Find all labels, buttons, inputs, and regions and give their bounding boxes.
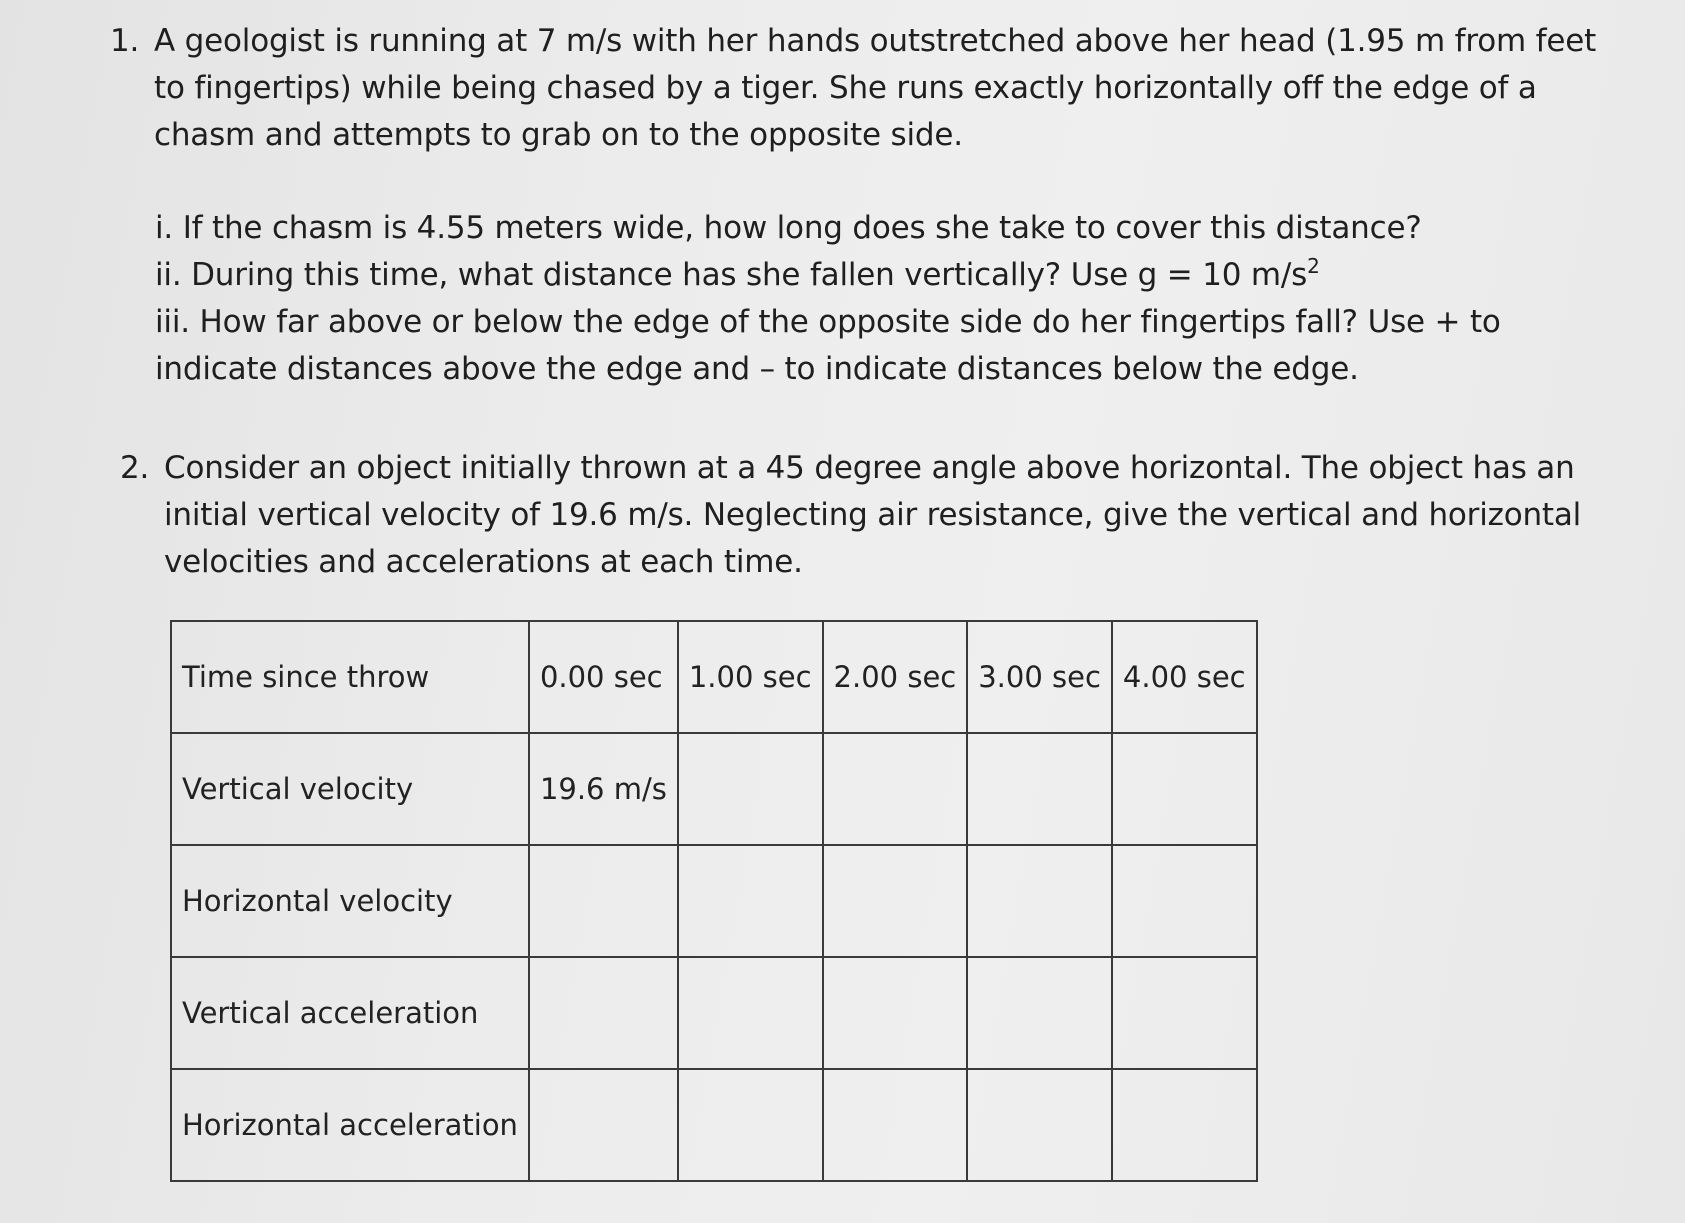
table-cell — [678, 733, 823, 845]
subpart-ii-exponent: 2 — [1307, 254, 1320, 278]
question-1 — [110, 18, 1610, 159]
table-cell — [967, 957, 1112, 1069]
table-cell — [1112, 733, 1257, 845]
row-label-horizontal-acceleration: Horizontal acceleration — [171, 1069, 529, 1181]
table-row — [171, 957, 1257, 1069]
table-cell — [967, 1069, 1112, 1181]
table-row — [171, 733, 1257, 845]
question-1-number: 1. — [110, 23, 140, 59]
velocity-table — [170, 620, 1258, 1182]
table-cell — [823, 733, 968, 845]
table-cell — [1112, 957, 1257, 1069]
subpart-i: i. If the chasm is 4.55 meters wide, how long does she take to cover this distance? — [155, 210, 1422, 246]
time-header-cell: 4.00 sec — [1112, 621, 1257, 733]
table-header-row — [171, 621, 1257, 733]
table-cell — [823, 957, 968, 1069]
table-cell — [678, 845, 823, 957]
row-label-vertical-velocity: Vertical velocity — [171, 733, 529, 845]
time-header-cell: 1.00 sec — [678, 621, 823, 733]
table-cell — [529, 957, 678, 1069]
time-header-cell: 0.00 sec — [529, 621, 678, 733]
question-2-number: 2. — [120, 450, 150, 486]
table-cell — [678, 957, 823, 1069]
table-cell — [529, 1069, 678, 1181]
question-1-text: A geologist is running at 7 m/s with her hands outstretched above her head (1.95 m from feet to fingertips) while being chased by a tiger. She runs exactly horizontally off the edge of a chasm and attempts to grab on to the opposite side. — [154, 23, 1597, 153]
table-row — [171, 1069, 1257, 1181]
table-cell: 19.6 m/s — [529, 733, 678, 845]
table-cell — [967, 845, 1112, 957]
table-cell — [823, 845, 968, 957]
question-2-text: Consider an object initially thrown at a 45 degree angle above horizontal. The object has an initial vertical velocity of 19.6 m/s. Neglecting air resistance, give the vertical and horizontal velocities and accelerations at each time. — [164, 450, 1582, 580]
subpart-iii: iii. How far above or below the edge of the opposite side do her fingertips fall? Use + to indicate distances above the edge and – to indicate distances below the edge. — [155, 304, 1501, 387]
table-cell — [678, 1069, 823, 1181]
table-row — [171, 845, 1257, 957]
row-label-horizontal-velocity: Horizontal velocity — [171, 845, 529, 957]
question-2 — [120, 445, 1600, 586]
header-label-cell: Time since throw — [171, 621, 529, 733]
subpart-ii — [155, 252, 1605, 299]
table-cell — [823, 1069, 968, 1181]
row-label-vertical-acceleration: Vertical acceleration — [171, 957, 529, 1069]
table-cell — [529, 845, 678, 957]
table-cell — [967, 733, 1112, 845]
subpart-ii-text: ii. During this time, what distance has she fallen vertically? Use g = 10 m/s — [155, 257, 1308, 293]
table-cell — [1112, 845, 1257, 957]
time-header-cell: 3.00 sec — [967, 621, 1112, 733]
table-cell — [1112, 1069, 1257, 1181]
time-header-cell: 2.00 sec — [823, 621, 968, 733]
question-1-subparts — [155, 205, 1605, 393]
